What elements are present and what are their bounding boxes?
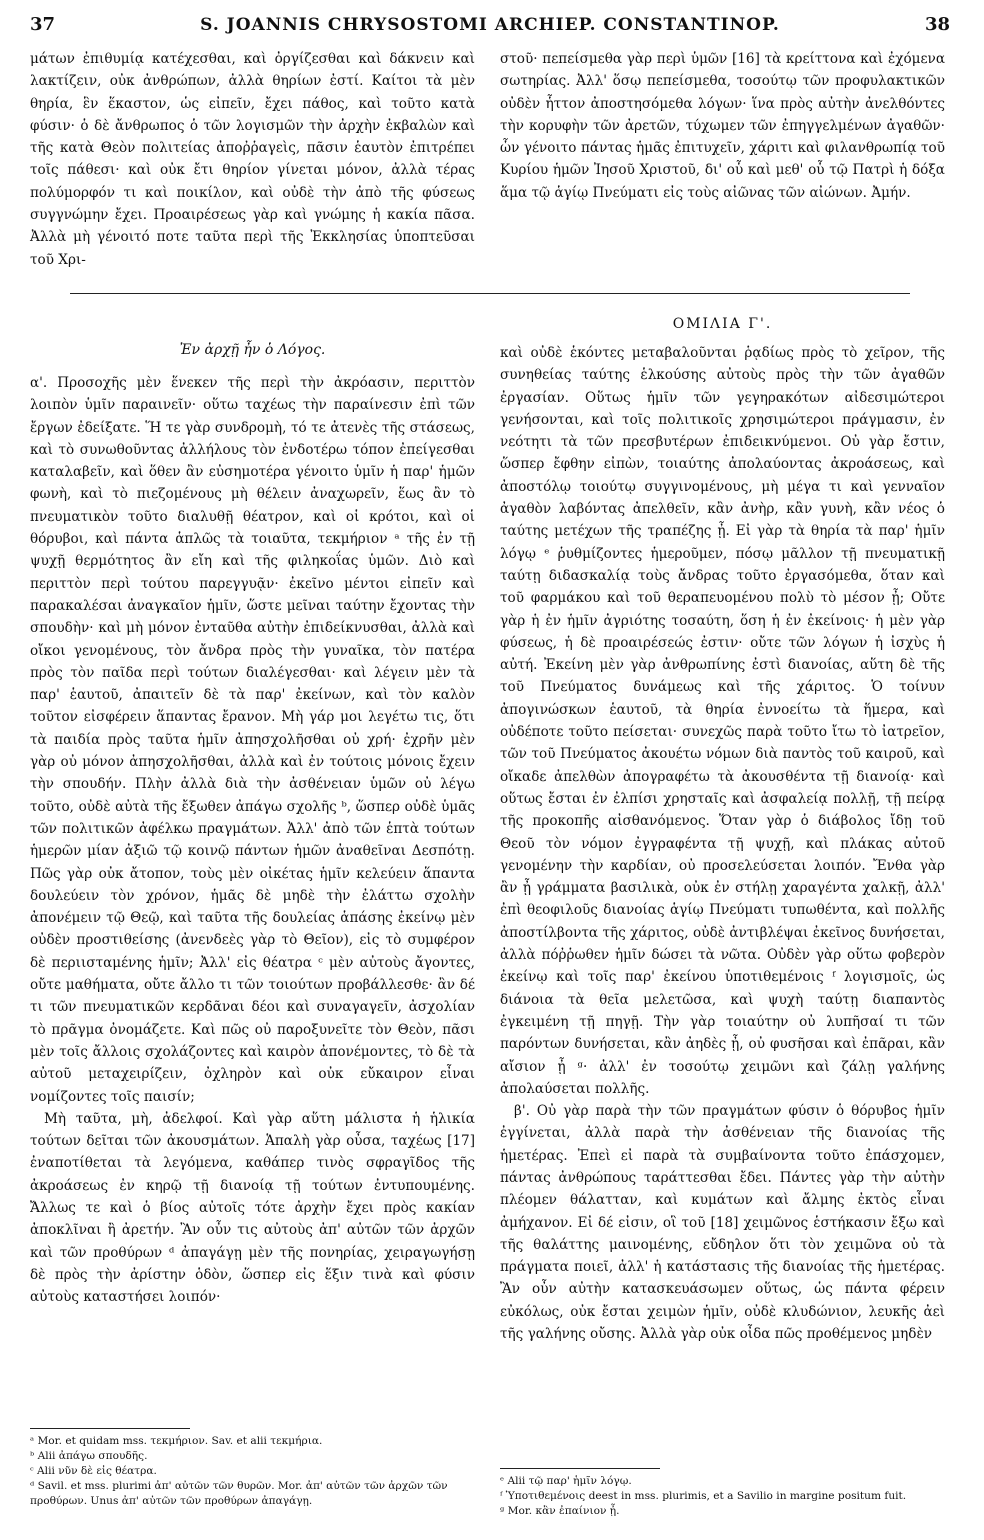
footnote: ᶠ Ὑποτιθεμένοις deest in mss. plurimis, et a Savilio in margine positum fuit. [500,1490,907,1502]
top-right-column [500,48,945,204]
paragraph: Μὴ ταῦτα, μὴ, ἀδελφοί. Καὶ γὰρ αὕτη μάλιστα ἡ ἡλικία τούτων δεῖται τῶν ἀκουσμάτων. Ἁπαλὴ γὰρ οὖσα, ταχέως [17] ἐναποτίθεται τὰ λεγόμενα, καθάπερ τινὸς σφραγῖδος τῆς ἀκροάσεως ἐν κηρῷ τῇ διανοίᾳ τῇ τούτων ἐντυπουμένης. Ἄλλως τε καὶ ὁ βίος αὐτοῖς τότε ἀρχὴν ἔχει πρὸς κακίαν ἀποκλῖναι ἢ ἀρετήν. Ἂν οὖν τις αὐτοὺς ἀπ' αὐτῶν τῶν ἀρχῶν καὶ τῶν προθύρων ᵈ ἀπαγάγῃ μὲν τῆς πονηρίας, χειραγωγήσῃ δὲ πρὸς τὴν ἀρίστην ὁδὸν, ὥσπερ εἰς ἕξιν τινὰ καὶ φύσιν αὐτοὺς καταστήσει λοιπόν· [30,1110,475,1306]
top-left-column [30,48,475,271]
epigraph: Ἐν ἀρχῇ ἦν ὁ Λόγος. [179,342,326,358]
footnote: ᵉ Alii τῷ παρ' ἡμῖν λόγῳ. [500,1475,632,1487]
footnote: ᵈ Savil. et mss. plurimi ἀπ' αὐτῶν τῶν θυρῶν. Mor. ἀπ' αὐτῶν τῶν ἀρχῶν τῶν προθύρων. Unus ἀπ' αὐτῶν τῶν προθύρων ἀπαγάγῃ. [30,1480,448,1507]
footnotes-right [500,1474,945,1519]
paragraph: καὶ οὐδὲ ἑκόντες μεταβαλοῦνται ῥᾳδίως πρὸς τὸ χεῖρον, τῆς συνηθείας ταύτης ἑλκούσης αὐτοὺς πρὸς τὴν τῶν ἀγαθῶν ἐργασίαν. Οὕτως ἡμῖν τῶν γεγηρακότων αἰδεσιμώτεροι γενήσονται, καὶ τοῖς πολιτικοῖς χρησιμώτεροι πράγμασιν, ἐν νεότητι τὰ τῶν πρεσβυτέρων ἐπιδεικνύμενοι. Οὐ γὰρ ἔστιν, ὥσπερ ἔφθην εἰπὼν, τοιαύτης ἀπολαύοντας ἀκροάσεως, καὶ ἀποστόλῳ τοιούτῳ συγγινομένους, μὴ μέγα τι καὶ γενναῖον ἀγαθὸν λαβόντας ἀπελθεῖν, κἂν ἀνὴρ, κἂν γυνὴ, κἂν νέος ὁ ταύτης μετέχων τῆς τραπέζης ᾖ. Εἰ γὰρ τὰ θηρία τὰ παρ' ἡμῖν λόγῳ ᵉ ῥυθμίζοντες ἡμεροῦμεν, πόσῳ μᾶλλον τῇ πνευματικῇ ταύτῃ διδασκαλίᾳ τοὺς ἄνδρας τοῦτο ἐργασόμεθα, ὅταν καὶ τοῦ φαρμάκου καὶ τοῦ θεραπευομένου πολὺ τὸ μέσον ᾖ; Οὔτε γὰρ ἡ ἐν ἡμῖν ἀγριότης τοσαύτη, ὅση ἡ ἐν ἐκείνοις· ἡ μὲν γὰρ φύσεως, ἡ δὲ προαιρέσεώς ἐστιν· οὔτε τῶν λόγων ἡ ἰσχὺς ἡ αὐτή. Ἐκείνη μὲν γὰρ ἀνθρωπίνης ἐστὶ διανοίας, αὕτη δὲ τῆς τοῦ Πνεύματος δυνάμεως καὶ τῆς χάριτος. Ὁ τοίνυν ἀπογινώσκων ἑαυτοῦ, τὰ θηρία ἐννοείτω τὰ ἥμερα, καὶ οὐδέποτε τοῦτο πείσεται· συνεχῶς παρὰ τοῦτο ἴτω τὸ ἰατρεῖον, τῶν τοῦ Πνεύματος ἀκουέτω νόμων διὰ παντὸς τοῦ καιροῦ, καὶ οἴκαδε ἀπελθὼν ἀπογραφέτω τὰ ἀκουσθέντα τῇ διανοίᾳ· καὶ οὕτως ἔσται ἐν ἐλπίσι χρησταῖς καὶ ἀσφαλείᾳ πολλῇ, τῇ πείρᾳ τῆς προκοπῆς αἰσθανόμενος. Ὅταν γὰρ ὁ διάβολος ἴδῃ τοῦ Θεοῦ τὸν νόμον ἐγγραφέντα τῇ ψυχῇ, καὶ πλάκας αὐτοῦ γενομένην τὴν καρδίαν, οὐ προσελεύσεται λοιπόν. Ἔνθα γὰρ ἂν ᾖ γράμματα βασιλικὰ, οὐκ ἐν στήλῃ χαραγέντα χαλκῇ, ἀλλ' ἐπὶ θεοφιλοῦς διανοίας ἁγίῳ Πνεύματι τυπωθέντα, καὶ πολλῆς ἀποστίλβοντα τῆς χάριτος, οὐδὲ ἀντιβλέψαι ἐκεῖνος δυνήσεται, ἀλλὰ πόῤῥωθεν ἡμῖν δώσει τὰ νῶτα. Οὐδὲν γὰρ οὕτω φοβερὸν ἐκείνῳ καὶ τοῖς παρ' ἐκείνου ὑποτιθεμένοις ᶠ λογισμοῖς, ὡς διάνοια τὰ θεῖα μελετῶσα, καὶ ψυχὴ ταύτῃ διαπαντὸς ἐγκειμένη τῇ πηγῇ. Τὴν γὰρ τοιαύτην οὐ λυπῆσαί τι τῶν παρόντων δυνήσεται, κἂν ἀηδὲς ᾖ, οὐ φυσῆσαι καὶ ἐπᾶραι, κἂν αἴσιον ᾖ ᵍ· ἀλλ' ἐν τοσούτῳ χειμῶνι καὶ ζάλῃ γαλήνης ἀπολαύσεται πολλῆς. [500,345,945,1097]
footnote: ᵍ Mor. κἂν ἐπαίνιον ᾖ. [500,1505,620,1517]
paragraph: μάτων ἐπιθυμίᾳ κατέχεσθαι, καὶ ὀργίζεσθαι καὶ δάκνειν καὶ λακτίζειν, οὐκ ἀνθρώπων, ἀλλὰ θηρίων ἐστί. Καίτοι τὰ μὲν θηρία, ἓν ἕκαστον, ὡς εἰπεῖν, ἔχει πάθος, καὶ τοῦτο κατὰ φύσιν· ὁ δὲ ἄνθρωπος ὁ τῶν λογισμῶν τὴν ἀρχὴν ἐκβαλὼν καὶ τῆς κατὰ Θεὸν πολιτείας ἀποῤῥαγεὶς, πᾶσιν ἑαυτὸν ἐπιτρέπει τοῖς πάθεσι· καὶ οὐκ ἔτι θηρίον γίνεται μόνον, ἀλλὰ τέρας πολύμορφόν τι καὶ ποικίλον, καὶ οὐδὲ τὴν ἀπὸ τῆς φύσεως συγγνώμην ἔχει. Προαιρέσεως γὰρ καὶ γνώμης ἡ κακία πᾶσα. Ἀλλὰ μὴ γένοιτό ποτε ταῦτα περὶ τῆς Ἐκκλησίας ὑποπτεῦσαι τοῦ Χρι- [30,51,475,268]
footnote: ᶜ Alii νῦν δὲ εἰς θέατρα. [30,1465,157,1477]
footnote-rule [30,1428,190,1429]
footnotes-left [30,1434,475,1509]
body-left-column [30,372,475,1308]
footnote: ᵃ Mor. et quidam mss. τεκμήριον. Sav. et alii τεκμήρια. [30,1435,323,1447]
paragraph: στοῦ· πεπείσμεθα γὰρ περὶ ὑμῶν [16] τὰ κρείττονα καὶ ἐχόμενα σωτηρίας. Ἀλλ' ὅσῳ πεπείσμεθα, τοσούτῳ τῶν προφυλακτικῶν οὐδὲν ἧττον ἀποστησόμεθα λόγων· ἵνα πρὸς αὐτὴν ἀνελθόντες τὴν κορυφὴν τῶν ἀρετῶν, τύχωμεν τῶν ἐπηγγελμένων ἀγαθῶν· ὧν γένοιτο πάντας ἡμᾶς ἐπιτυχεῖν, χάριτι καὶ φιλανθρωπίᾳ τοῦ Κυρίου ἡμῶν Ἰησοῦ Χριστοῦ, δι' οὗ καὶ μεθ' οὗ τῷ Πατρὶ ἡ δόξα ἅμα τῷ ἁγίῳ Πνεύματι εἰς τοὺς αἰῶνας τῶν αἰώνων. Ἀμήν. [500,51,945,201]
right-page-number: 38 [924,14,950,35]
running-title: S. JOANNIS CHRYSOSTOMI ARCHIEP. CONSTANTINOP. [200,15,780,35]
paragraph: α'. Προσοχῆς μὲν ἕνεκεν τῆς περὶ τὴν ἀκρόασιν, περιττὸν λοιπὸν ὑμῖν παραινεῖν· οὕτω ταχέως τὴν παραίνεσιν ἐπὶ τῶν ἔργων ἐδείξατε. Ἥ τε γὰρ συνδρομὴ, τό τε ἀτενὲς τῆς στάσεως, καὶ τὸ συνωθοῦντας ἀλλήλους τὸν ἐνδοτέρω τόπον ἐπείγεσθαι καταλαβεῖν, καὶ ὅθεν ἂν εὐσημοτέρα γένοιτο ὑμῖν ἡ παρ' ἡμῶν φωνὴ, καὶ τὸ πιεζομένους μὴ θέλειν ἀναχωρεῖν, ἕως ἂν τὸ πνευματικὸν τοῦτο διαλυθῇ θέατρον, καὶ οἱ κρότοι, καὶ οἱ θόρυβοι, καὶ πάντα ἁπλῶς τὰ τοιαῦτα, τεκμήριον ᵃ τῆς ἐν τῇ ψυχῇ θερμότητος ἂν εἴη καὶ τῆς φιληκοΐας ὑμῶν. Διὸ καὶ περιττὸν περὶ τούτου παρεγγυᾷν· ἐκεῖνο μέντοι εἰπεῖν καὶ παρακαλέσαι ἀναγκαῖον ἡμῖν, ὥστε μεῖναι ταύτην ἔχοντας τὴν σπουδὴν· καὶ μὴ μόνον ἐνταῦθα αὐτὴν ἐπιδείκνυσθαι, ἀλλὰ καὶ οἴκοι γενομένους, τὸν ἄνδρα πρὸς τὴν γυναῖκα, τὸν πατέρα πρὸς τὸν παῖδα περὶ τούτων διαλέγεσθαι· καὶ λέγειν μὲν τὰ παρ' ἑαυτοῦ, ἀπαιτεῖν δὲ τὰ παρ' ἐκείνων, καὶ τὸν καλὸν τοῦτον εἰσφέρειν ἅπαντας ἔρανον. Μὴ γάρ μοι λεγέτω τις, ὅτι τὰ παιδία πρὸς ταῦτα ἡμῖν ἀπησχολῆσθαι οὐ χρή· ἐχρῆν μὲν γὰρ οὐ μόνον ἀπησχολῆσθαι, ἀλλὰ καὶ ἐν τούτοις μόνοις ἔχειν τὴν σπουδήν. Πλὴν ἀλλὰ διὰ τὴν ἀσθένειαν ὑμῶν οὐ λέγω τοῦτο, οὐδὲ αὐτὰ τῆς ἔξωθεν ἀπάγω σχολῆς ᵇ, ὥσπερ οὐδὲ ὑμᾶς τῶν πολιτικῶν ἀφέλκω πραγμάτων. Ἀλλ' ἀπὸ τῶν ἑπτὰ τούτων ἡμερῶν μίαν ἀξιῶ τῷ κοινῷ πάντων ἡμῶν ἀναθεῖναι Δεσπότῃ. Πῶς γὰρ οὐκ ἄτοπον, τοὺς μὲν οἰκέτας ἡμῖν κελεύειν ἅπαντα δουλεύειν τὸν χρόνον, ἡμᾶς δὲ μηδὲ τὴν ἐλάττω σχολὴν ἀπονέμειν τῷ Θεῷ, καὶ ταῦτα τῆς δουλείας ἁπάσης ἐκείνῳ μὲν οὐδὲν προστιθείσης (ἀνενδεὲς γὰρ τὸ Θεῖον), εἰς τὸ συμφέρον δὲ περιισταμένης ἡμῖν; Ἀλλ' εἰς θέατρα ᶜ μὲν αὐτοὺς ἄγοντες, οὔτε μαθήματα, οὔτε ἄλλο τι τῶν τοιούτων προβάλλεσθε· ἂν δέ τι τῶν πνευματικῶν κερδᾶναι δέοι καὶ συναγαγεῖν, ἀσχολίαν τὸ πρᾶγμα ὀνομάζετε. Καὶ πῶς οὐ παροξυνεῖτε τὸν Θεὸν, πᾶσι μὲν τοῖς ἄλλοις σχολάζοντες καὶ καιρὸν ἀπονέμοντες, τὸ δὲ τὰ αὐτοῦ μεταχειρίζειν, ὀχληρὸν καὶ οὐκ εὔκαιρον εἶναι νομίζοντες τοῖς παισίν; [30,375,475,1105]
left-page-number: 37 [30,14,56,35]
footnote-rule [500,1468,660,1469]
running-header [30,14,950,52]
paragraph: β'. Οὐ γὰρ παρὰ τὴν τῶν πραγμάτων φύσιν ὁ θόρυβος ἡμῖν ἐγγίνεται, ἀλλὰ παρὰ τὴν ἀσθένειαν τῆς διανοίας τῆς ἡμετέρας. Ἐπεὶ εἰ παρὰ τὰ συμβαίνοντα τοῦτο ἐπάσχομεν, πάντας ἀνθρώπους ταράττεσθαι ἔδει. Πάντες γὰρ τὴν αὐτὴν πλέομεν θάλατταν, καὶ κυμάτων καὶ ἄλμης ἐκτὸς εἶναι ἀμήχανον. Εἰ δέ εἰσιν, οἳ τοῦ [18] χειμῶνος ἑστήκασιν ἔξω καὶ τῆς θαλάττης μαινομένης, εὔδηλον ὅτι τὸν χειμῶνα οὐ τὰ πράγματα ποιεῖ, ἀλλ' ἡ κατάστασις τῆς διανοίας τῆς ἡμετέρας. Ἂν οὖν αὐτὴν κατασκευάσωμεν οὕτως, ὡς πάντα φέρειν εὐκόλως, οὐκ ἔσται χειμὼν ἡμῖν, οὐδὲ κλυδώνιον, λευκῆς ἀεὶ τῆς γαλήνης οὔσης. Ἀλλὰ γὰρ οὐκ οἶδα πῶς προθέμενος μηδὲν [500,1103,945,1343]
body-right-column [500,342,945,1345]
section-divider [70,293,910,294]
homily-title: ΟΜΙΛΙΑ Γ'. [672,316,773,332]
page [30,14,950,52]
footnote: ᵇ Alii ἀπάγω σπουδῆς. [30,1450,148,1462]
